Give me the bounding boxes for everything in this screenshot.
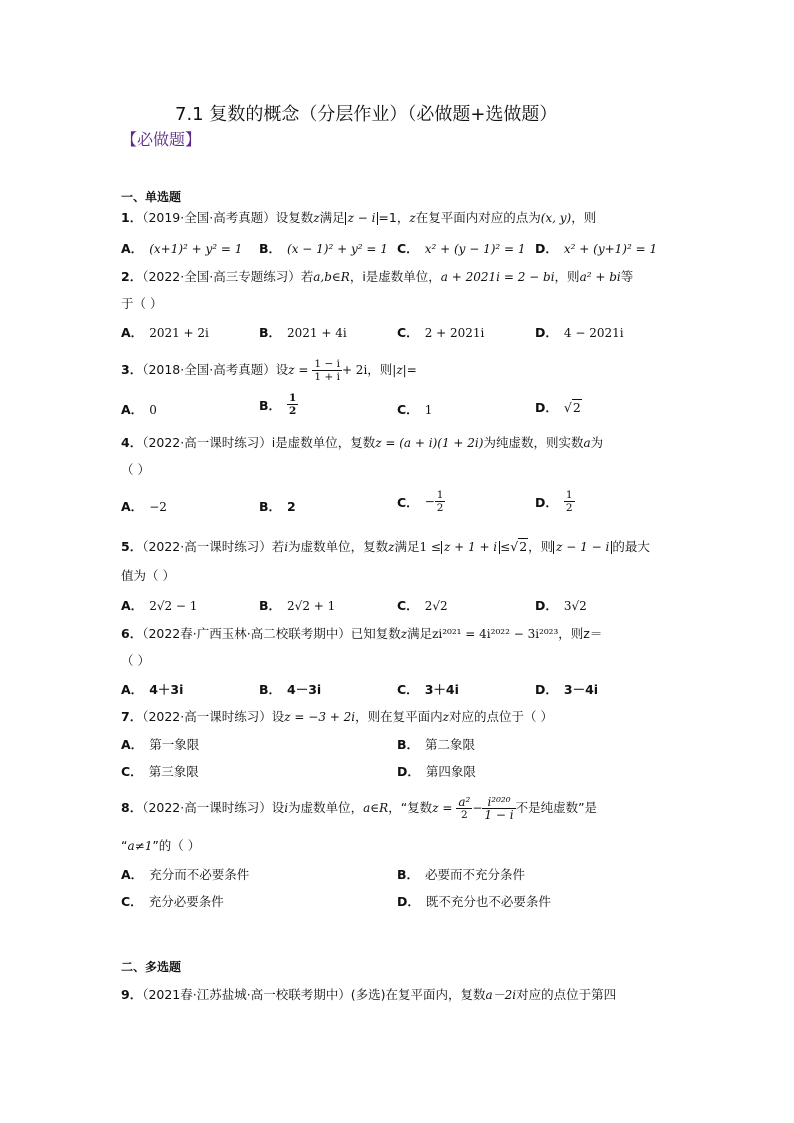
q5-option-c[interactable]: C． 2√2: [397, 598, 448, 613]
q6-option-a[interactable]: A． 4＋3i: [121, 682, 184, 697]
q7-option-a[interactable]: A． 第一象限: [121, 737, 200, 752]
q2-option-a[interactable]: A． 2021 + 2i: [121, 325, 209, 340]
q3-option-b[interactable]: B． $\frac{1}{2}$: [259, 392, 297, 417]
question-6-line2: （ ）: [121, 653, 150, 668]
q4-option-d[interactable]: D． $\frac{1}{2}$: [535, 489, 573, 514]
q3-option-d[interactable]: D． √2: [535, 400, 581, 415]
question-2: 2．（2022·全国·高三专题练习）若a,b∈R，i是虚数单位，a + 2021i = 2 − bi，则a² + bi等: [121, 269, 634, 284]
q6-option-d[interactable]: D． 3－4i: [535, 682, 599, 697]
q2-option-d[interactable]: D． 4 − 2021i: [535, 325, 624, 340]
q1-option-a[interactable]: A． (x+1)² + y² = 1: [121, 241, 243, 256]
q5-option-b[interactable]: B． 2√2 + 1: [259, 598, 336, 613]
question-2-line2: 于（ ）: [121, 296, 163, 311]
q8-option-a[interactable]: A． 充分而不必要条件: [121, 867, 250, 882]
section-single-choice: 一、单选题: [121, 190, 182, 204]
q1-option-d[interactable]: D． x² + (y+1)² = 1: [535, 241, 658, 256]
section-multiple-choice: 二、多选题: [121, 960, 182, 974]
question-5: 5．（2022·高一课时练习）若i为虚数单位，复数z满足1 ≤ z + 1 + i ≤√2，则 z − 1 − i 的最大: [121, 539, 650, 554]
q2-option-c[interactable]: C． 2 + 2021i: [397, 325, 485, 340]
q1-option-c[interactable]: C． x² + (y − 1)² = 1: [397, 241, 526, 256]
question-number: 1．: [121, 210, 143, 225]
q8-option-d[interactable]: D． 既不充分也不必要条件: [397, 894, 551, 909]
page-title: 7.1 复数的概念（分层作业）（必做题+选做题）: [175, 104, 558, 125]
section-tag: 【必做题】: [121, 130, 202, 149]
question-9: 9．（2021春·江苏盐城·高一校联考期中）(多选)在复平面内，复数a－2i对应的点位于第四: [121, 987, 617, 1002]
question-5-line2: 值为（ ）: [121, 568, 175, 583]
q7-option-d[interactable]: D． 第四象限: [397, 764, 476, 779]
fraction: $\frac{1 - i}{1 + i}$: [314, 358, 340, 383]
abs-expression: z − i: [345, 212, 379, 225]
question-1: 1．（2019·全国·高考真题）设复数z满足 z − i =1，z在复平面内对应的点为(x, y)，则: [121, 210, 597, 225]
question-8-line2: “a≠1”的（ ）: [121, 838, 201, 853]
q4-option-a[interactable]: A． −2: [121, 499, 167, 514]
q6-option-b[interactable]: B． 4－3i: [259, 682, 322, 697]
question-3: 3．（2018·全国·高考真题）设z = $\frac{1 - i}{1 + i}$ + 2i，则|z|=: [121, 358, 417, 383]
q7-option-b[interactable]: B． 第二象限: [397, 737, 476, 752]
q3-option-a[interactable]: A． 0: [121, 402, 157, 417]
question-6: 6．（2022春·广西玉林·高二校联考期中）已知复数z满足zi²⁰²¹ = 4i²⁰²² − 3i²⁰²³，则z＝: [121, 626, 603, 641]
question-4-line2: （ ）: [121, 462, 150, 477]
q8-option-c[interactable]: C． 充分必要条件: [121, 894, 224, 909]
q5-option-a[interactable]: A． 2√2 − 1: [121, 598, 198, 613]
q3-option-c[interactable]: C． 1: [397, 402, 433, 417]
question-7: 7．（2022·高一课时练习）设z = −3 + 2i，则在复平面内z对应的点位于（ ）: [121, 709, 553, 724]
q5-option-d[interactable]: D． 3√2: [535, 598, 587, 613]
q6-option-c[interactable]: C． 3＋4i: [397, 682, 459, 697]
question-source: （2019·全国·高考真题）: [142, 210, 276, 225]
q4-option-b[interactable]: B． 2: [259, 499, 296, 514]
q8-option-b[interactable]: B． 必要而不充分条件: [397, 867, 526, 882]
q4-option-c[interactable]: C． − $\frac{1}{2}$: [397, 489, 444, 514]
question-4: 4．（2022·高一课时练习）i是虚数单位，复数z = (a + i)(1 + 2i)为纯虚数，则实数a为: [121, 435, 604, 450]
q2-option-b[interactable]: B． 2021 + 4i: [259, 325, 347, 340]
question-8: 8．（2022·高一课时练习）设i为虚数单位，a∈R，“复数z = $\frac{\text{a²}}{2}$ − $\frac{\text{i²⁰²⁰}}{1 - i}$ 不是纯虚数”是: [121, 795, 598, 822]
q1-option-b[interactable]: B． (x − 1)² + y² = 1: [259, 241, 388, 256]
q7-option-c[interactable]: C． 第三象限: [121, 764, 199, 779]
